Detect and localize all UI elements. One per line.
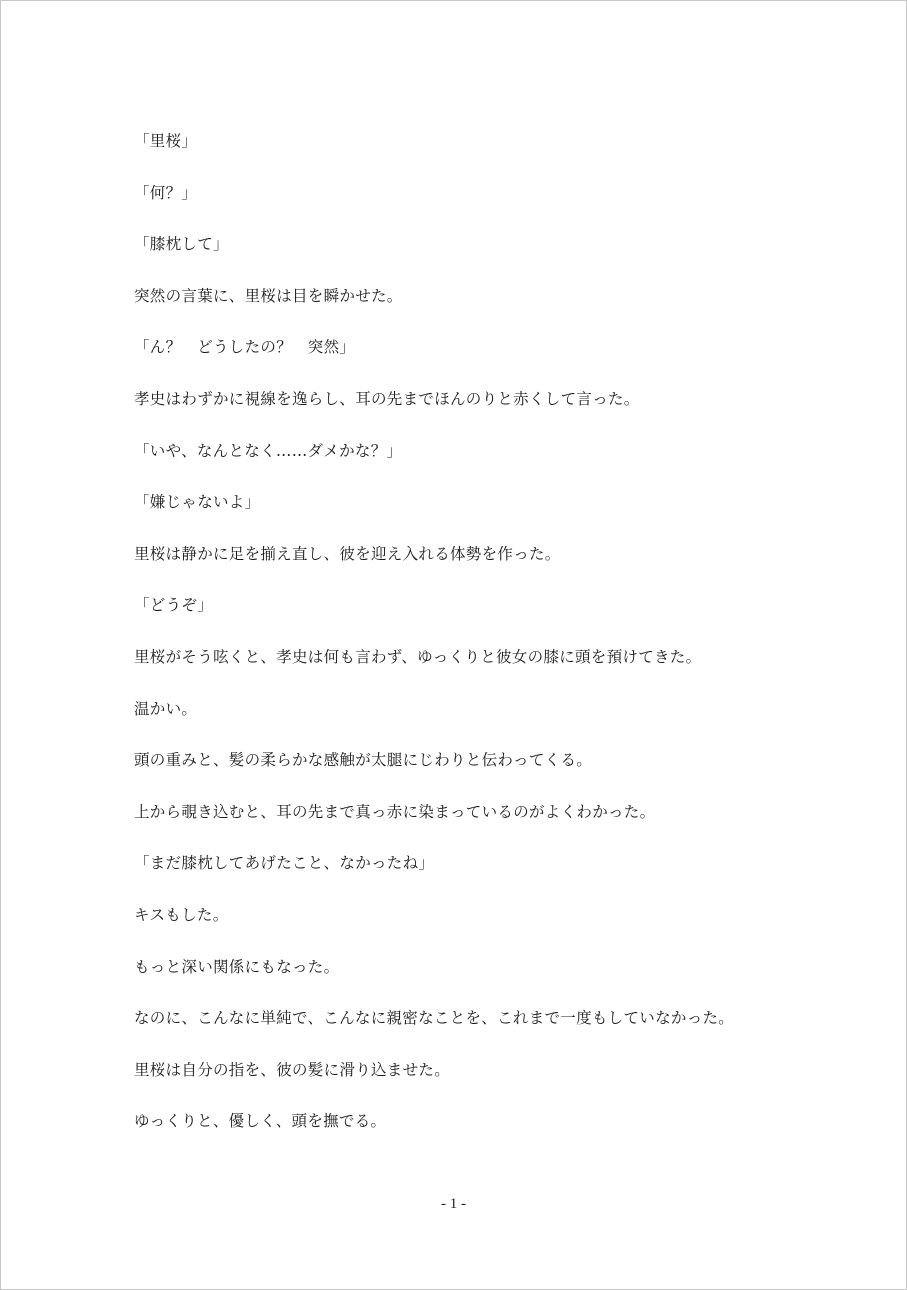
text-line: 里桜は静かに足を揃え直し、彼を迎え入れる体勢を作った。 — [134, 544, 561, 563]
text-line: 「ん？ どうしたの？ 突然」 — [134, 338, 356, 357]
text-line: ゆっくりと、優しく、頭を撫でる。 — [134, 1112, 387, 1131]
text-line: 「何？」 — [134, 183, 198, 202]
text-line: 「どうぞ」 — [134, 596, 214, 615]
text-line: 「膝枕して」 — [134, 235, 229, 254]
text-line: 上から覗き込むと、耳の先まで真っ赤に染まっているのがよくわかった。 — [134, 802, 656, 821]
text-line: 突然の言葉に、里桜は目を瞬かせた。 — [134, 286, 403, 305]
text-line: 孝史はわずかに視線を逸らし、耳の先までほんのりと赤くして言った。 — [134, 389, 640, 408]
body-text — [134, 128, 874, 1160]
text-line: キスもした。 — [134, 905, 229, 924]
text-line: 「嫌じゃないよ」 — [134, 493, 261, 512]
text-line: 里桜は自分の指を、彼の髪に滑り込ませた。 — [134, 1060, 451, 1079]
text-line: もっと深い関係にもなった。 — [134, 957, 340, 976]
text-line: 温かい。 — [134, 699, 198, 718]
text-line: 里桜がそう呟くと、孝史は何も言わず、ゆっくりと彼女の膝に頭を預けてきた。 — [134, 647, 702, 666]
text-line: なのに、こんなに単純で、こんなに親密なことを、これまで一度もしていなかった。 — [134, 1009, 735, 1028]
text-line: 頭の重みと、髪の柔らかな感触が太腿にじわりと伝わってくる。 — [134, 751, 593, 770]
text-line: 「まだ膝枕してあげたこと、なかったね」 — [134, 854, 435, 873]
page-number: - 1 - — [441, 1196, 466, 1212]
text-line: 「里桜」 — [134, 132, 198, 150]
text-line: 「いや、なんとなく……ダメかな？」 — [134, 441, 403, 460]
